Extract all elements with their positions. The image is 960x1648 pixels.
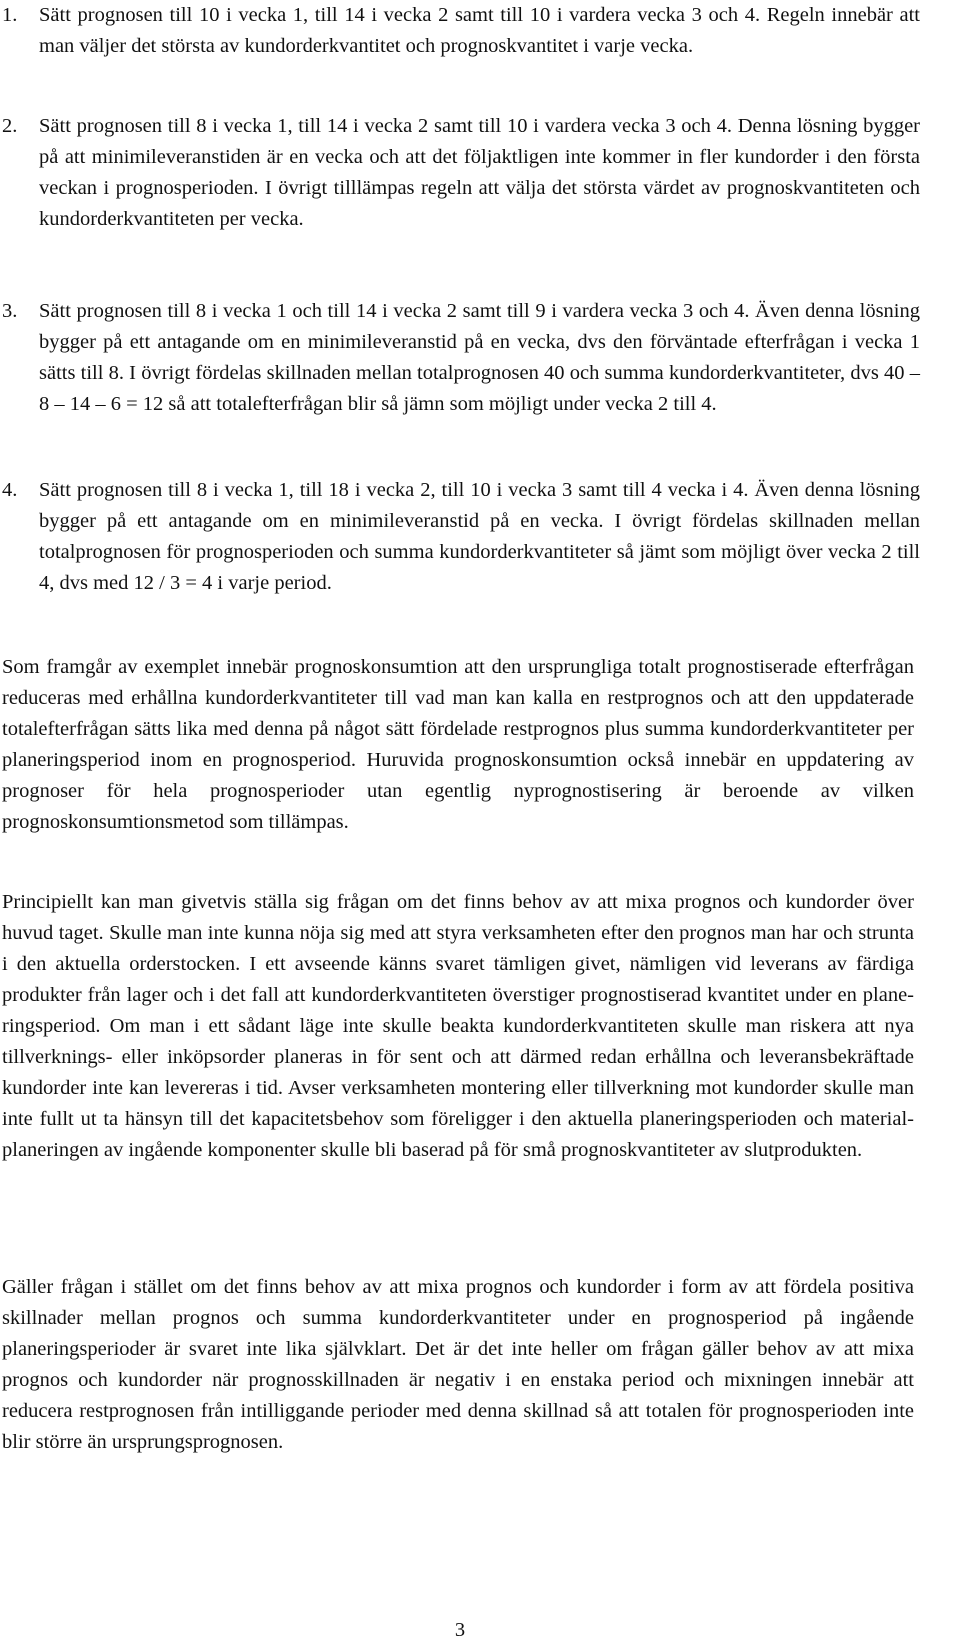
- page-number: 3: [454, 1619, 466, 1641]
- list-item-number: 2.: [2, 115, 18, 137]
- body-paragraph: Gäller frågan i stället om det finns behov av att mixa prognos och kundorder i form av att fördela positiva skillnader mellan prognos och summa kundorderkvantiteter under en prognosperiod på ingående planeringsperioder är svaret inte lika självklart. Det är det inte heller om frågan gäller behov av att mixa prognos och kundorder när prognosskillnaden är negativ i en enstaka period och mixningen innebär att reducera restprognosen från intilliggande perioder med denna skillnad så att totalen för prognosperioden inte blir större än ursprungsprognosen.: [2, 1276, 914, 1453]
- list-item: [0, 111, 920, 235]
- body-paragraph: Som framgår av exemplet innebär prognoskonsumtion att den ursprungliga totalt prognostiserade efterfrågan reduceras med erhållna kundorderkvantiteter till vad man kan kalla en restprognos och att den uppdaterade totalefterfrågan sätts lika med denna på något sätt fördelade restprognos plus summa kundorderkvantiteter per planeringsperiod inom en prognosperiod. Huruvida prognoskonsumtion också innebär en uppdatering av prognoser för hela prognosperioder utan egentlig nyprognostisering är beroende av vilken prognoskonsumtionsmetod som tillämpas.: [2, 656, 914, 833]
- list-item: [0, 296, 920, 420]
- list-item-text: Sätt prognosen till 8 i vecka 1 och till 14 i vecka 2 samt till 9 i vardera vecka 3 och 4. Även denna lösning bygger på ett antagande om en minimileveranstid på en vecka, dvs den förväntade efterfrågan i vecka 1 sätts till 8. I övrigt fördelas skillnaden mellan totalprognosen 40 och summa kundorderkvantiteter, dvs 40 – 8 – 14 – 6 = 12 så att totalefterfrågan blir så jämn som möjligt under vecka 2 till 4.: [39, 300, 920, 415]
- list-item-text: Sätt prognosen till 8 i vecka 1, till 14 i vecka 2 samt till 10 i vardera vecka 3 och 4. Denna lösning bygger på att minimileveranstiden är en vecka och att det följaktligen inte kommer in fler kundorder i den första veckan i prognosperioden. I övrigt tilllämpas regeln att välja det största värdet av prognoskvantiteten och kundorderkvantiteten per vecka.: [39, 115, 920, 230]
- body-paragraph: Principiellt kan man givetvis ställa sig frågan om det finns behov av att mixa prognos och kundorder över huvud taget. Skulle man inte kunna nöja sig med att styra verksamheten efter den prognos man har och strunta i den aktuella orderstocken. I ett avseende känns svaret tämligen givet, nämligen vid leverans av färdiga produkter från lager och i det fall att kundorderkvantiteten överstiger prognostiserad kvantitet under en planeringsperiod. Om man i ett sådant läge inte skulle beakta kundorderkvantiteten skulle man riskera att nya tillverknings- eller inköpsorder planeras in för sent och att därmed redan erhållna och leveransbekräftade kundorder inte kan levereras i tid. Avser verksamheten montering eller tillverkning mot kundorder skulle man inte fullt ut ta hänsyn till det kapacitetsbehov som föreligger i den aktuella planeringsperioden och materialplaneringen av ingående komponenter skulle bli baserad på för små prognoskvantiteter av slutprodukten.: [2, 891, 914, 1161]
- list-item: [0, 0, 920, 62]
- list-item: [0, 475, 920, 599]
- list-item-text: Sätt prognosen till 10 i vecka 1, till 14 i vecka 2 samt till 10 i vardera vecka 3 och 4. Regeln innebär att man väljer det största av kundorderkvantitet och prognoskvantitet i varje vecka.: [39, 4, 920, 57]
- list-item-number: 4.: [2, 479, 18, 501]
- list-item-number: 1.: [2, 4, 18, 26]
- list-item-text: Sätt prognosen till 8 i vecka 1, till 18 i vecka 2, till 10 i vecka 3 samt till 4 vecka i 4. Även denna lösning bygger på ett antagande om en minimileveranstid på en vecka. I övrigt fördelas skillnaden mellan totalprognosen för prognosperioden och summa kundorderkvantiteter så jämt som möjligt över vecka 2 till 4, dvs med 12 / 3 = 4 i varje period.: [39, 479, 920, 594]
- list-item-number: 3.: [2, 300, 18, 322]
